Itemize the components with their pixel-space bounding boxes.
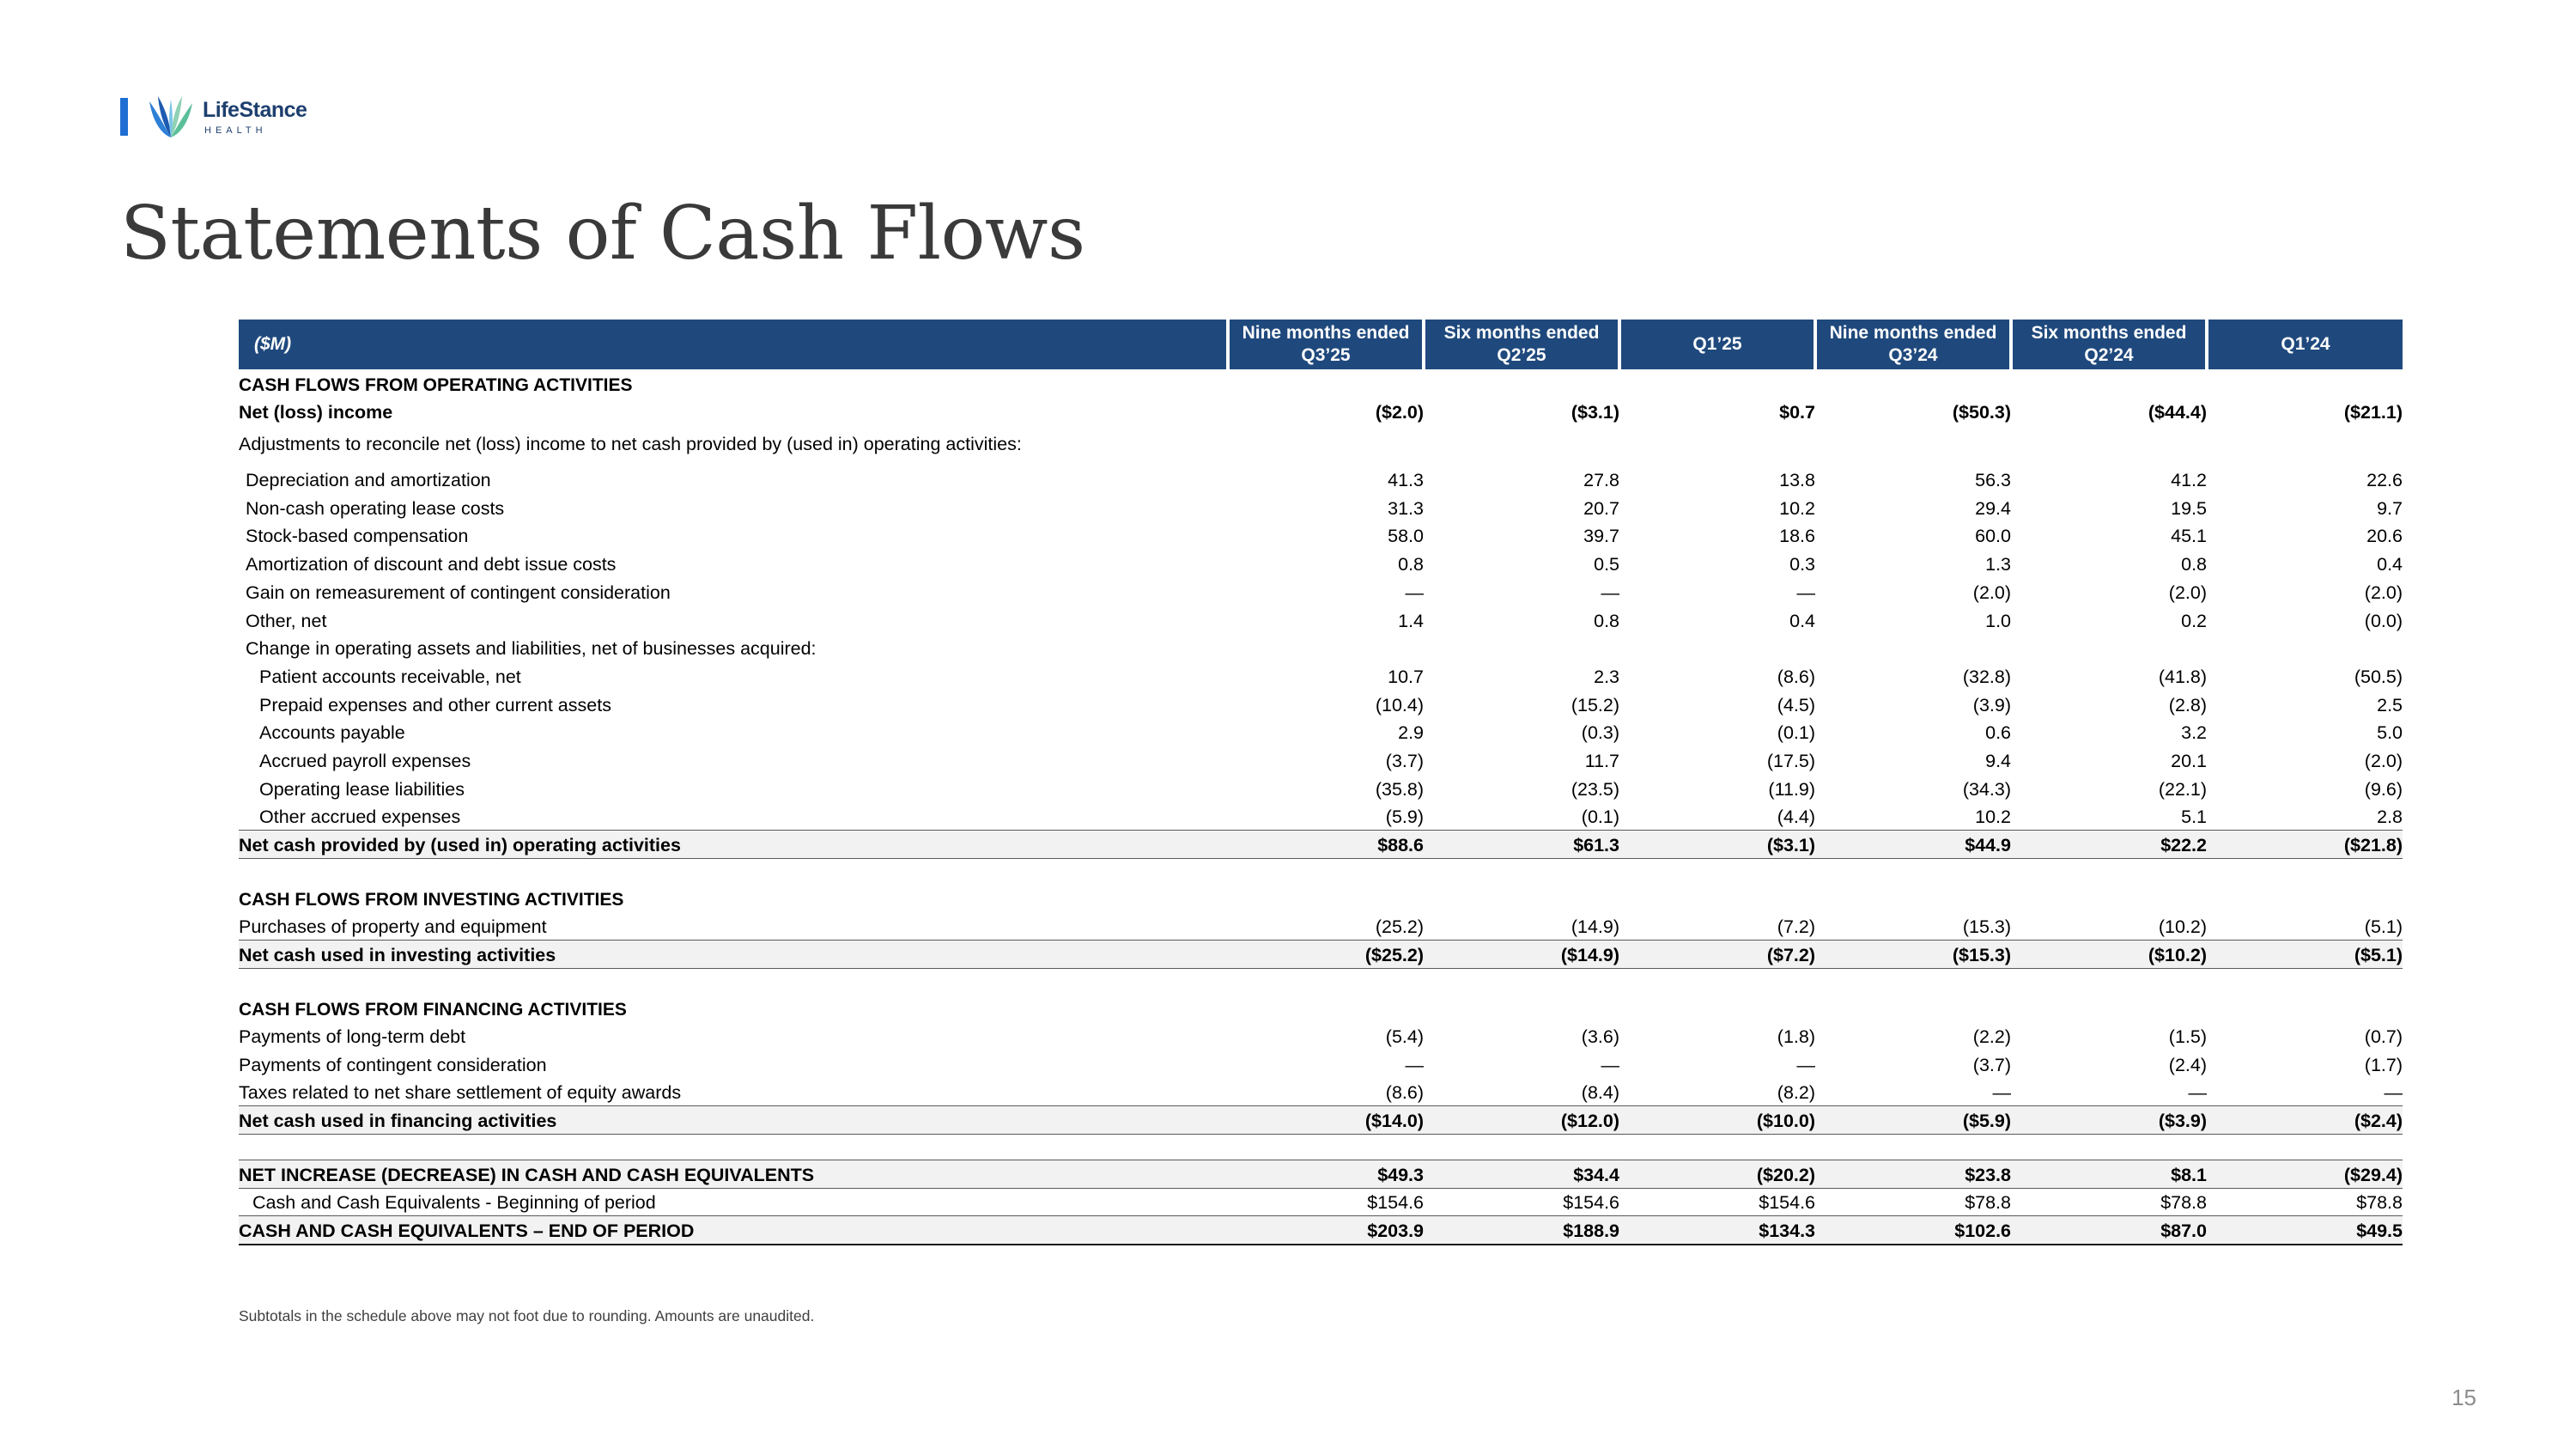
column-header-line1: Nine months ended [1829, 323, 1997, 343]
row-label: Stock-based compensation [246, 526, 469, 547]
row-value: $34.4 [1424, 1160, 1619, 1189]
row-value: 0.8 [1398, 554, 1424, 575]
table-row [239, 398, 2403, 426]
row-value: 5.1 [2181, 806, 2207, 827]
row-value: (25.2) [1375, 916, 1424, 937]
row-value: 0.4 [1789, 610, 1815, 631]
row-value [2011, 369, 2207, 398]
row-value [1619, 884, 1815, 912]
row-value [1424, 994, 1619, 1022]
column-header [1815, 320, 2011, 369]
row-value [1619, 994, 1815, 1022]
row-value: (15.2) [1571, 694, 1619, 715]
row-value: (4.4) [1777, 806, 1815, 827]
row-label: CASH FLOWS FROM INVESTING ACTIVITIES [239, 889, 624, 910]
row-value: $134.3 [1619, 1216, 1815, 1245]
row-value [2011, 994, 2207, 1022]
row-value: ($14.0) [1228, 1106, 1424, 1135]
row-value [2011, 858, 2207, 884]
accent-bar [120, 98, 128, 136]
row-label: Prepaid expenses and other current assets [259, 694, 611, 715]
row-value [2011, 884, 2207, 912]
row-value: (0.0) [2364, 610, 2403, 631]
row-value: 41.2 [2171, 470, 2207, 491]
row-value [1815, 369, 2011, 398]
table-row [239, 968, 2403, 994]
row-value: 0.4 [2377, 554, 2403, 575]
row-value: 0.8 [1594, 610, 1619, 631]
column-header-period: Q2’24 [2084, 345, 2134, 365]
row-label: Depreciation and amortization [246, 470, 491, 491]
row-value: ($3.9) [2011, 1106, 2207, 1135]
row-value: (8.6) [1385, 1082, 1424, 1104]
row-value: 9.4 [1985, 750, 2011, 771]
row-value: (2.8) [2168, 694, 2207, 715]
header-unit-label: ($M) [239, 320, 1228, 369]
row-value [1228, 858, 1424, 884]
row-value: ($2.4) [2207, 1106, 2403, 1135]
table-row [239, 465, 2403, 493]
row-value [1619, 858, 1815, 884]
row-value: $61.3 [1424, 830, 1619, 858]
row-value: — [1601, 1055, 1619, 1076]
table-row [239, 661, 2403, 690]
row-value: ($20.2) [1619, 1160, 1815, 1189]
row-value [1619, 369, 1815, 398]
row-value: 58.0 [1388, 526, 1424, 547]
row-value: ($5.9) [1815, 1106, 2011, 1135]
table-row [239, 521, 2403, 550]
row-value [1619, 968, 1815, 994]
page-title: Statements of Cash Flows [120, 191, 1085, 277]
row-label: Accounts payable [259, 722, 405, 744]
row-value: $8.1 [2011, 1160, 2207, 1189]
row-value: 2.9 [1398, 722, 1424, 744]
row-value [2011, 425, 2207, 465]
row-value: (0.1) [1581, 806, 1619, 827]
row-value: 10.2 [1779, 497, 1815, 519]
row-value [1815, 1135, 2011, 1160]
row-value: ($29.4) [2207, 1160, 2403, 1189]
row-value: — [1796, 1055, 1815, 1076]
row-label: Accrued payroll expenses [259, 750, 471, 771]
row-value [1815, 968, 2011, 994]
row-value: 0.3 [1789, 554, 1815, 575]
row-value: 20.6 [2366, 526, 2403, 547]
row-label: Cash and Cash Equivalents - Beginning of period [252, 1192, 656, 1214]
row-value [1228, 369, 1424, 398]
row-value: — [2384, 1082, 2403, 1104]
column-header-period: Q3’25 [1301, 345, 1351, 365]
column-header [2011, 320, 2207, 369]
row-label: Operating lease liabilities [259, 778, 465, 800]
column-header [1228, 320, 1424, 369]
brand-logo [120, 93, 343, 141]
column-header-line1: Nine months ended [1242, 323, 1410, 343]
row-value: (2.2) [1972, 1026, 2011, 1048]
row-value: $203.9 [1228, 1216, 1424, 1245]
row-value [1424, 968, 1619, 994]
row-value [1815, 994, 2011, 1022]
table-row [239, 634, 2403, 662]
row-value: ($3.1) [1571, 402, 1619, 423]
footnote: Subtotals in the schedule above may not foot due to rounding. Amounts are unaudited. [239, 1307, 815, 1324]
table-row [239, 746, 2403, 774]
row-value [1424, 425, 1619, 465]
row-value: — [1601, 581, 1619, 603]
row-label: CASH FLOWS FROM FINANCING ACTIVITIES [239, 999, 627, 1020]
row-value: 41.3 [1388, 470, 1424, 491]
row-label: Amortization of discount and debt issue costs [246, 554, 617, 575]
row-label: Non-cash operating lease costs [246, 497, 505, 519]
table-row [239, 1160, 2403, 1189]
row-value: ($25.2) [1228, 940, 1424, 968]
row-value: 45.1 [2171, 526, 2207, 547]
table-header [239, 320, 2403, 369]
row-value: (23.5) [1571, 778, 1619, 800]
row-value: ($14.9) [1424, 940, 1619, 968]
row-value: (3.9) [1972, 694, 2011, 715]
row-label: Change in operating assets and liabilities, net of businesses acquired: [246, 638, 817, 660]
row-value: (17.5) [1766, 750, 1815, 771]
table-row [239, 1216, 2403, 1245]
row-label: Net (loss) income [239, 402, 393, 423]
row-value: (3.7) [1972, 1055, 2011, 1076]
row-value: $188.9 [1424, 1216, 1619, 1245]
row-value: 60.0 [1975, 526, 2011, 547]
row-value: ($7.2) [1619, 940, 1815, 968]
row-value: 9.7 [2377, 497, 2403, 519]
row-value: 39.7 [1583, 526, 1619, 547]
row-value [2207, 369, 2403, 398]
row-value: ($12.0) [1424, 1106, 1619, 1135]
row-value [1228, 884, 1424, 912]
row-value: (1.8) [1777, 1026, 1815, 1048]
row-value: 19.5 [2171, 497, 2207, 519]
row-label: NET INCREASE (DECREASE) IN CASH AND CASH EQUIVALENTS [239, 1160, 1228, 1189]
row-value: (41.8) [2158, 666, 2207, 687]
row-value [1619, 1135, 1815, 1160]
row-value [1424, 634, 1619, 662]
row-value: (9.6) [2364, 778, 2403, 800]
row-value: — [1796, 581, 1815, 603]
row-value [2207, 425, 2403, 465]
row-value: $22.2 [2011, 830, 2207, 858]
page-number: 15 [2451, 1385, 2476, 1410]
row-value: 31.3 [1388, 497, 1424, 519]
row-value: (15.3) [1962, 916, 2011, 937]
table-row [239, 1106, 2403, 1135]
row-value: (0.3) [1581, 722, 1619, 744]
row-value: $154.6 [1367, 1192, 1424, 1214]
brand-name: LifeStance [203, 98, 307, 122]
row-value: — [1405, 581, 1424, 603]
row-value [2207, 968, 2403, 994]
row-value: (50.5) [2354, 666, 2403, 687]
row-value: ($44.4) [2148, 402, 2207, 423]
row-value: 0.8 [2181, 554, 2207, 575]
row-value: (22.1) [2158, 778, 2207, 800]
row-value: 0.6 [1985, 722, 2011, 744]
column-header-period: Q3’24 [1888, 345, 1938, 365]
row-value: 0.5 [1594, 554, 1619, 575]
row-label: Taxes related to net share settlement of equity awards [239, 1082, 682, 1104]
row-label: Purchases of property and equipment [239, 916, 547, 937]
table-row [239, 994, 2403, 1022]
table-row [239, 718, 2403, 746]
table-row [239, 425, 2403, 465]
row-value: (35.8) [1375, 778, 1424, 800]
row-value: (2.0) [2168, 581, 2207, 603]
row-value: (4.5) [1777, 694, 1815, 715]
row-value: (8.4) [1581, 1082, 1619, 1104]
row-value [2207, 994, 2403, 1022]
row-value: $78.8 [2356, 1192, 2403, 1214]
row-value: (2.0) [2364, 750, 2403, 771]
table-row [239, 369, 2403, 398]
row-value: 29.4 [1975, 497, 2011, 519]
row-value: $78.8 [2160, 1192, 2207, 1214]
row-value [2011, 634, 2207, 662]
table-row [239, 912, 2403, 941]
table-row [239, 884, 2403, 912]
lifestance-logo-icon [144, 93, 197, 141]
row-value: 10.7 [1388, 666, 1424, 687]
row-value: ($15.3) [1815, 940, 2011, 968]
row-value: 2.3 [1594, 666, 1619, 687]
row-value: (32.8) [1962, 666, 2011, 687]
row-value: 1.3 [1985, 554, 2011, 575]
brand-subtitle: HEALTH [204, 125, 267, 136]
row-value [1228, 1135, 1424, 1160]
row-value: ($50.3) [1952, 402, 2011, 423]
row-value: (5.4) [1385, 1026, 1424, 1048]
row-value: (0.7) [2364, 1026, 2403, 1048]
row-value: ($10.2) [2011, 940, 2207, 968]
row-value: $23.8 [1815, 1160, 2011, 1189]
row-value: $88.6 [1228, 830, 1424, 858]
row-value: $154.6 [1563, 1192, 1619, 1214]
row-value: 10.2 [1975, 806, 2011, 827]
row-value: (8.2) [1777, 1082, 1815, 1104]
row-label: Other, net [246, 610, 327, 631]
row-value: 11.7 [1584, 750, 1619, 771]
row-value: — [2188, 1082, 2207, 1104]
column-header [1424, 320, 1619, 369]
row-value [1815, 858, 2011, 884]
row-value [1228, 425, 1424, 465]
row-value: (2.0) [1972, 581, 2011, 603]
row-value [2011, 968, 2207, 994]
row-value: (11.9) [1768, 778, 1815, 800]
row-value: (1.5) [2168, 1026, 2207, 1048]
row-value: 0.2 [2181, 610, 2207, 631]
row-value: (2.4) [2168, 1055, 2207, 1076]
table-row [239, 1188, 2403, 1216]
row-value: 1.4 [1398, 610, 1424, 631]
row-value [1424, 884, 1619, 912]
table-row [239, 1135, 2403, 1160]
row-value [2207, 1135, 2403, 1160]
table-row [239, 606, 2403, 634]
row-value: $78.8 [1965, 1192, 2011, 1214]
row-label [239, 968, 1228, 994]
table-row [239, 1078, 2403, 1106]
row-value: 22.6 [2366, 470, 2403, 491]
row-value [1815, 884, 2011, 912]
column-header [1619, 320, 1815, 369]
row-label: Patient accounts receivable, net [259, 666, 521, 687]
row-label: CASH FLOWS FROM OPERATING ACTIVITIES [239, 374, 633, 395]
row-value [2011, 1135, 2207, 1160]
row-value [1815, 425, 2011, 465]
table-row [239, 940, 2403, 968]
table-row [239, 830, 2403, 858]
row-value [2207, 634, 2403, 662]
cash-flow-table-container [239, 320, 2403, 1245]
row-label [239, 1135, 1228, 1160]
column-header-line1: Six months ended [2031, 323, 2187, 343]
row-value: 13.8 [1779, 470, 1815, 491]
row-label: Gain on remeasurement of contingent consideration [246, 581, 671, 603]
row-value: 20.1 [2171, 750, 2207, 771]
row-value: (10.2) [2158, 916, 2207, 937]
table-row [239, 577, 2403, 606]
row-value [1424, 1135, 1619, 1160]
row-value: (1.7) [2364, 1055, 2403, 1076]
table-row [239, 774, 2403, 802]
row-value: $44.9 [1815, 830, 2011, 858]
row-value: ($21.8) [2207, 830, 2403, 858]
table-row [239, 802, 2403, 831]
table-row [239, 690, 2403, 718]
row-value: 56.3 [1975, 470, 2011, 491]
row-value: (5.9) [1385, 806, 1424, 827]
row-value: (5.1) [2364, 916, 2403, 937]
row-label: Payments of long-term debt [239, 1026, 466, 1048]
row-value: — [1992, 1082, 2011, 1104]
table-row [239, 549, 2403, 577]
row-value: 5.0 [2377, 722, 2403, 744]
column-header-period: Q1’25 [1692, 334, 1742, 354]
row-value: ($3.1) [1619, 830, 1815, 858]
table-row [239, 1050, 2403, 1078]
row-value [1815, 634, 2011, 662]
row-label: Adjustments to reconcile net (loss) income to net cash provided by (used in) operating activities: [239, 433, 1022, 454]
row-label: Payments of contingent consideration [239, 1055, 547, 1076]
column-header-period: Q2’25 [1497, 345, 1546, 365]
row-value [2207, 858, 2403, 884]
table-row [239, 493, 2403, 521]
row-value [1424, 858, 1619, 884]
row-value: $154.6 [1759, 1192, 1815, 1214]
row-value: (34.3) [1962, 778, 2011, 800]
row-value: ($21.1) [2343, 402, 2403, 423]
cash-flow-table [239, 320, 2403, 1245]
row-value [1619, 425, 1815, 465]
row-value: $0.7 [1779, 402, 1815, 423]
row-value [1228, 634, 1424, 662]
column-header-period: Q1’24 [2281, 334, 2330, 354]
row-label: CASH AND CASH EQUIVALENTS – END OF PERIOD [239, 1216, 1228, 1245]
row-label [239, 858, 1228, 884]
row-value: (2.0) [2364, 581, 2403, 603]
row-value: (14.9) [1571, 916, 1619, 937]
row-value [2207, 884, 2403, 912]
row-value: — [1405, 1055, 1424, 1076]
row-value: ($5.1) [2207, 940, 2403, 968]
row-value: ($2.0) [1375, 402, 1424, 423]
row-value: 18.6 [1779, 526, 1815, 547]
row-value [1424, 369, 1619, 398]
row-value [1228, 994, 1424, 1022]
row-value: (10.4) [1375, 694, 1424, 715]
row-value: $49.3 [1228, 1160, 1424, 1189]
row-value: 27.8 [1583, 470, 1619, 491]
row-label: Net cash used in financing activities [239, 1106, 1228, 1135]
row-value: 2.5 [2377, 694, 2403, 715]
table-row [239, 858, 2403, 884]
row-value: $87.0 [2011, 1216, 2207, 1245]
row-value: 1.0 [1985, 610, 2011, 631]
column-header [2207, 320, 2403, 369]
row-value: 3.2 [2181, 722, 2207, 744]
row-value: ($10.0) [1619, 1106, 1815, 1135]
row-value: (8.6) [1777, 666, 1815, 687]
row-value: $102.6 [1815, 1216, 2011, 1245]
row-value: $49.5 [2207, 1216, 2403, 1245]
row-value: (7.2) [1777, 916, 1815, 937]
row-value: (0.1) [1777, 722, 1815, 744]
table-row [239, 1022, 2403, 1050]
row-value: (3.6) [1581, 1026, 1619, 1048]
column-header-line1: Six months ended [1443, 323, 1600, 343]
row-value: 20.7 [1583, 497, 1619, 519]
row-value: 2.8 [2377, 806, 2403, 827]
row-label: Net cash provided by (used in) operating activities [239, 830, 1228, 858]
row-value [1228, 968, 1424, 994]
row-label: Net cash used in investing activities [239, 940, 1228, 968]
row-value: (3.7) [1385, 750, 1424, 771]
row-value [1619, 634, 1815, 662]
row-label: Other accrued expenses [259, 806, 461, 827]
table-body [239, 369, 2403, 1245]
